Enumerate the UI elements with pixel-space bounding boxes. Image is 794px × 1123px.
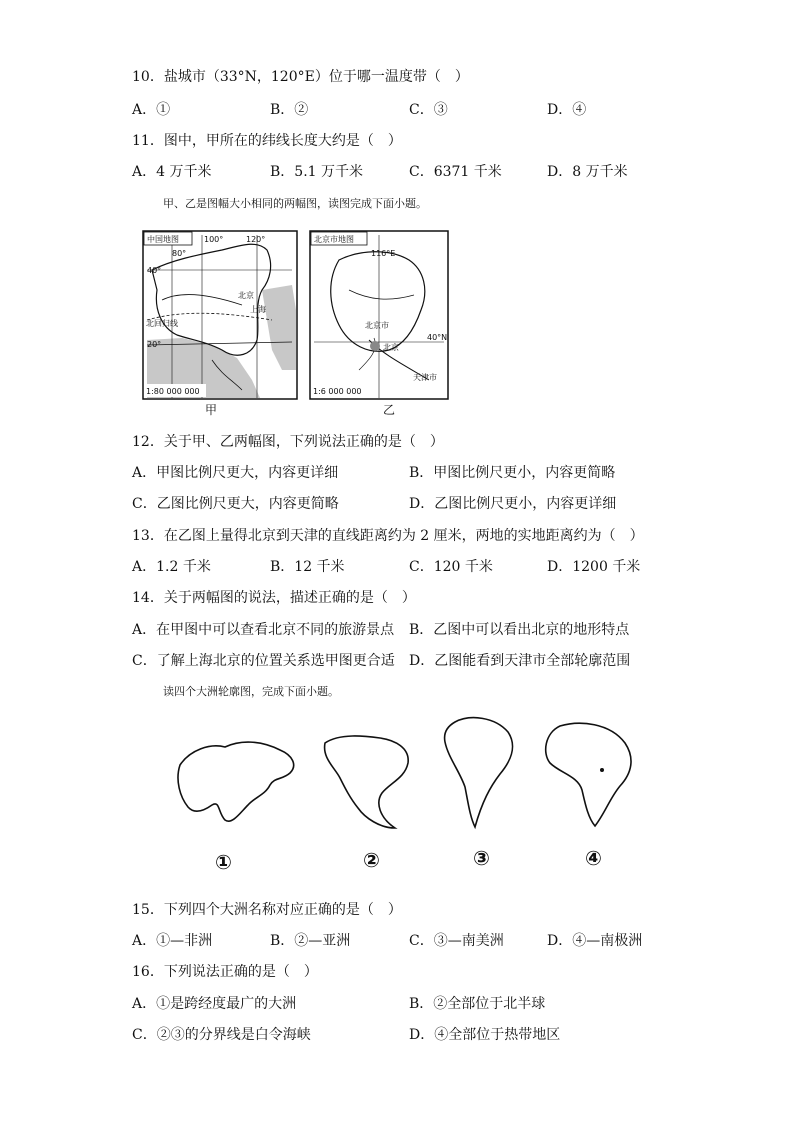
continent-label-3: ③ (473, 846, 490, 870)
q12-option-d: D．乙图比例尺更小，内容更详细 (409, 496, 617, 512)
tianjin-label: 天津市 (413, 373, 437, 382)
map-jia-caption: 甲 (205, 403, 218, 417)
q16-option-a: A．①是跨经度最广的大洲 (132, 996, 297, 1012)
intro-maps: 甲、乙是图幅大小相同的两幅图，读图完成下面小题。 (163, 197, 427, 210)
q13-option-d: D．1200 千米 (547, 559, 641, 575)
continent-africa-outline (540, 718, 640, 833)
q16-option-b: B．②全部位于北半球 (409, 996, 546, 1012)
continent-south-america-outline (440, 712, 520, 832)
china-map-scale: 1:80 000 000 (146, 387, 200, 396)
q15-option-c: C．③—南美洲 (409, 933, 504, 949)
q10-stem: 10．盐城市（33°N，120°E）位于哪一温度带（ ） (132, 69, 469, 85)
q15-stem: 15．下列四个大洲名称对应正确的是（ ） (132, 902, 402, 918)
shanghai-label: 上海 (250, 305, 266, 314)
lat-40n-label: 40°N (427, 333, 448, 342)
beijing-map-scale: 1:6 000 000 (313, 387, 362, 396)
beijing-map-figure (309, 230, 449, 408)
continent-eurasia-outline (170, 735, 300, 835)
china-map-title: 中国地图 (147, 235, 179, 244)
beijing-label: 北京 (238, 291, 254, 300)
q12-option-c: C．乙图比例尺更大，内容更简略 (132, 496, 339, 512)
map-yi-caption: 乙 (383, 403, 396, 417)
q11-stem: 11．图中，甲所在的纬线长度大约是（ ） (132, 133, 402, 149)
q16-stem: 16．下列说法正确的是（ ） (132, 964, 318, 980)
beijing-map-title: 北京市地图 (314, 235, 354, 244)
q16-option-d: D．④全部位于热带地区 (409, 1027, 561, 1043)
q11-option-b: B．5.1 万千米 (270, 164, 364, 180)
intro-continents: 读四个大洲轮廓图，完成下面小题。 (163, 685, 339, 698)
q15-option-d: D．④—南极洲 (547, 933, 643, 949)
continent-label-4: ④ (585, 846, 602, 870)
q10-option-a: A．① (132, 102, 171, 118)
q14-option-a: A．在甲图中可以查看北京不同的旅游景点 (132, 622, 395, 638)
lon-100-label: 100° (204, 235, 224, 244)
q10-option-b: B．② (270, 102, 309, 118)
lat-20-label: 20° (147, 340, 162, 349)
tropic-label: 北回归线 (146, 319, 178, 328)
q11-option-c: C．6371 千米 (409, 164, 502, 180)
q13-option-c: C．120 千米 (409, 559, 493, 575)
q13-stem: 13．在乙图上量得北京到天津的直线距离约为 2 厘米，两地的实地距离约为（ ） (132, 528, 644, 544)
lon-116-label: 116°E (371, 249, 396, 258)
q16-option-c: C．②③的分界线是白令海峡 (132, 1027, 311, 1043)
q11-option-d: D．8 万千米 (547, 164, 628, 180)
q14-option-b: B．乙图中可以看出北京的地形特点 (409, 622, 630, 638)
q13-option-b: B．12 千米 (270, 559, 345, 575)
continent-label-1: ① (215, 850, 232, 874)
q12-stem: 12．关于甲、乙两幅图，下列说法正确的是（ ） (132, 434, 444, 450)
q15-option-a: A．①—非洲 (132, 933, 213, 949)
q12-option-a: A．甲图比例尺更大，内容更详细 (132, 465, 339, 481)
continent-north-america-outline (320, 728, 415, 833)
q13-option-a: A．1.2 千米 (132, 559, 211, 575)
q12-option-b: B．甲图比例尺更小，内容更简略 (409, 465, 616, 481)
q15-option-b: B．②—亚洲 (270, 933, 351, 949)
beijing-point-label: 北京 (383, 343, 399, 352)
continent-label-2: ② (363, 848, 380, 872)
q11-option-a: A．4 万千米 (132, 164, 212, 180)
q14-option-d: D．乙图能看到天津市全部轮廓范围 (409, 653, 631, 669)
q14-stem: 14．关于两幅图的说法，描述正确的是（ ） (132, 590, 416, 606)
china-map-figure (142, 230, 298, 408)
lon-120-label: 120° (246, 235, 266, 244)
lat-40-label: 40° (147, 266, 162, 275)
q10-option-c: C．③ (409, 102, 448, 118)
q10-option-d: D．④ (547, 102, 587, 118)
beijing-city-label: 北京市 (365, 321, 389, 330)
lon-80-label: 80° (172, 249, 187, 258)
q14-option-c: C．了解上海北京的位置关系选甲图更合适 (132, 653, 395, 669)
